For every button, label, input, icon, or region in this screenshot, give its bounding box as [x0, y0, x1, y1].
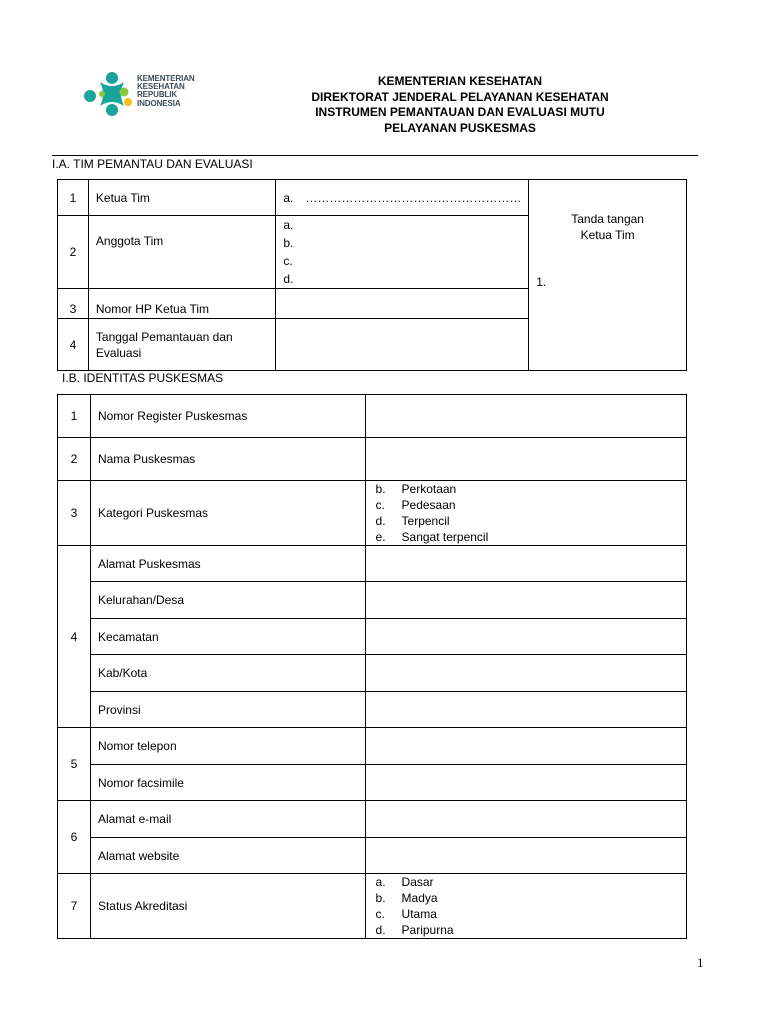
- logo-line: KEMENTERIAN: [137, 74, 195, 83]
- provinsi-label: Provinsi: [90, 692, 365, 728]
- akreditasi-option[interactable]: c. Utama: [375, 907, 437, 921]
- nama-puskesmas-field[interactable]: [365, 438, 686, 481]
- nama-puskesmas-label: Nama Puskesmas: [90, 438, 365, 481]
- section-a-title: I.A. TIM PEMANTAU DAN EVALUASI: [52, 157, 253, 171]
- provinsi-field[interactable]: [365, 692, 686, 728]
- team-table: [57, 179, 687, 371]
- logo-line: INDONESIA: [137, 98, 181, 108]
- akreditasi-option[interactable]: d. Paripurna: [375, 923, 454, 937]
- kecamatan-label: Kecamatan: [90, 619, 365, 655]
- akreditasi-option[interactable]: a. Dasar: [375, 875, 434, 889]
- logo-line: REPUBLIK: [137, 90, 178, 100]
- kab-kota-label: Kab/Kota: [90, 655, 365, 692]
- nomor-telepon-label: Nomor telepon: [90, 728, 365, 765]
- row-number: 4: [58, 319, 89, 371]
- row-number: 6: [58, 801, 91, 874]
- signature-cell[interactable]: [529, 180, 687, 371]
- akreditasi-option[interactable]: b. Madya: [375, 891, 438, 905]
- nomor-facsimile-label: Nomor facsimile: [90, 765, 365, 801]
- signature-title: Tanda tangan Ketua Tim: [571, 212, 644, 242]
- ketua-tim-field[interactable]: [276, 180, 529, 216]
- logo-text: [137, 75, 195, 108]
- signature-number: 1.: [536, 275, 547, 289]
- header-line: DIREKTORAT JENDERAL PELAYANAN KESEHATAN: [311, 89, 609, 104]
- kategori-options: [365, 481, 686, 546]
- row-number: 1: [58, 180, 89, 216]
- kecamatan-field[interactable]: [365, 619, 686, 655]
- nomor-hp-field[interactable]: [276, 289, 529, 319]
- row-number: 1: [58, 395, 91, 438]
- status-akreditasi-label: Status Akreditasi: [90, 874, 365, 939]
- tanggal-label: Tanggal Pemantauan dan Evaluasi: [88, 319, 276, 371]
- alamat-puskesmas-field[interactable]: [365, 546, 686, 582]
- row-number: 5: [58, 728, 91, 801]
- kategori-label: Kategori Puskesmas: [90, 481, 365, 546]
- page-number: 1: [697, 955, 704, 970]
- kategori-option[interactable]: b. Perkotaan: [375, 482, 457, 496]
- field-letter: c.: [283, 254, 293, 268]
- logo-line: KESEHATAN: [137, 82, 185, 92]
- nomor-register-label: Nomor Register Puskesmas: [90, 395, 365, 438]
- kategori-option[interactable]: d. Terpencil: [375, 514, 450, 528]
- fill-line: ………………………………………………: [305, 190, 522, 205]
- akreditasi-options: [365, 874, 686, 939]
- kab-kota-field[interactable]: [365, 655, 686, 692]
- ketua-tim-label: Ketua Tim: [88, 180, 276, 216]
- anggota-tim-label: Anggota Tim: [88, 216, 276, 289]
- header-line: INSTRUMEN PEMANTAUAN DAN EVALUASI MUTU: [315, 105, 605, 119]
- identity-table: [57, 394, 687, 939]
- field-letter: d.: [283, 272, 294, 286]
- row-number: 3: [58, 289, 89, 319]
- anggota-tim-field[interactable]: [276, 216, 529, 289]
- section-b-title: I.B. IDENTITAS PUSKESMAS: [62, 371, 224, 385]
- kategori-option[interactable]: c. Pedesaan: [375, 498, 456, 512]
- row-number: 7: [58, 874, 91, 939]
- kelurahan-label: Kelurahan/Desa: [90, 582, 365, 619]
- kategori-option[interactable]: e. Sangat terpencil: [375, 530, 489, 544]
- alamat-website-field[interactable]: [365, 838, 686, 874]
- alamat-puskesmas-label: Alamat Puskesmas: [90, 546, 365, 582]
- kelurahan-field[interactable]: [365, 582, 686, 619]
- alamat-email-field[interactable]: [365, 801, 686, 838]
- nomor-facsimile-field[interactable]: [365, 765, 686, 801]
- document-header: [260, 74, 660, 136]
- field-letter: a.: [283, 218, 294, 232]
- alamat-email-label: Alamat e-mail: [90, 801, 365, 838]
- nomor-telepon-field[interactable]: [365, 728, 686, 765]
- tanggal-field[interactable]: [276, 319, 529, 371]
- header-line: PELAYANAN PUSKESMAS: [384, 120, 536, 135]
- ministry-logo-icon: [82, 70, 138, 118]
- header-divider: [52, 155, 698, 156]
- field-letter: b.: [283, 236, 294, 250]
- header-line: KEMENTERIAN KESEHATAN: [377, 74, 543, 88]
- alamat-website-label: Alamat website: [90, 838, 365, 874]
- nomor-register-field[interactable]: [365, 395, 686, 438]
- field-letter: a.: [283, 190, 294, 205]
- row-number: 4: [58, 546, 91, 728]
- row-number: 3: [58, 481, 91, 546]
- nomor-hp-label: Nomor HP Ketua Tim: [88, 289, 276, 319]
- row-number: 2: [58, 438, 91, 481]
- row-number: 2: [58, 216, 89, 289]
